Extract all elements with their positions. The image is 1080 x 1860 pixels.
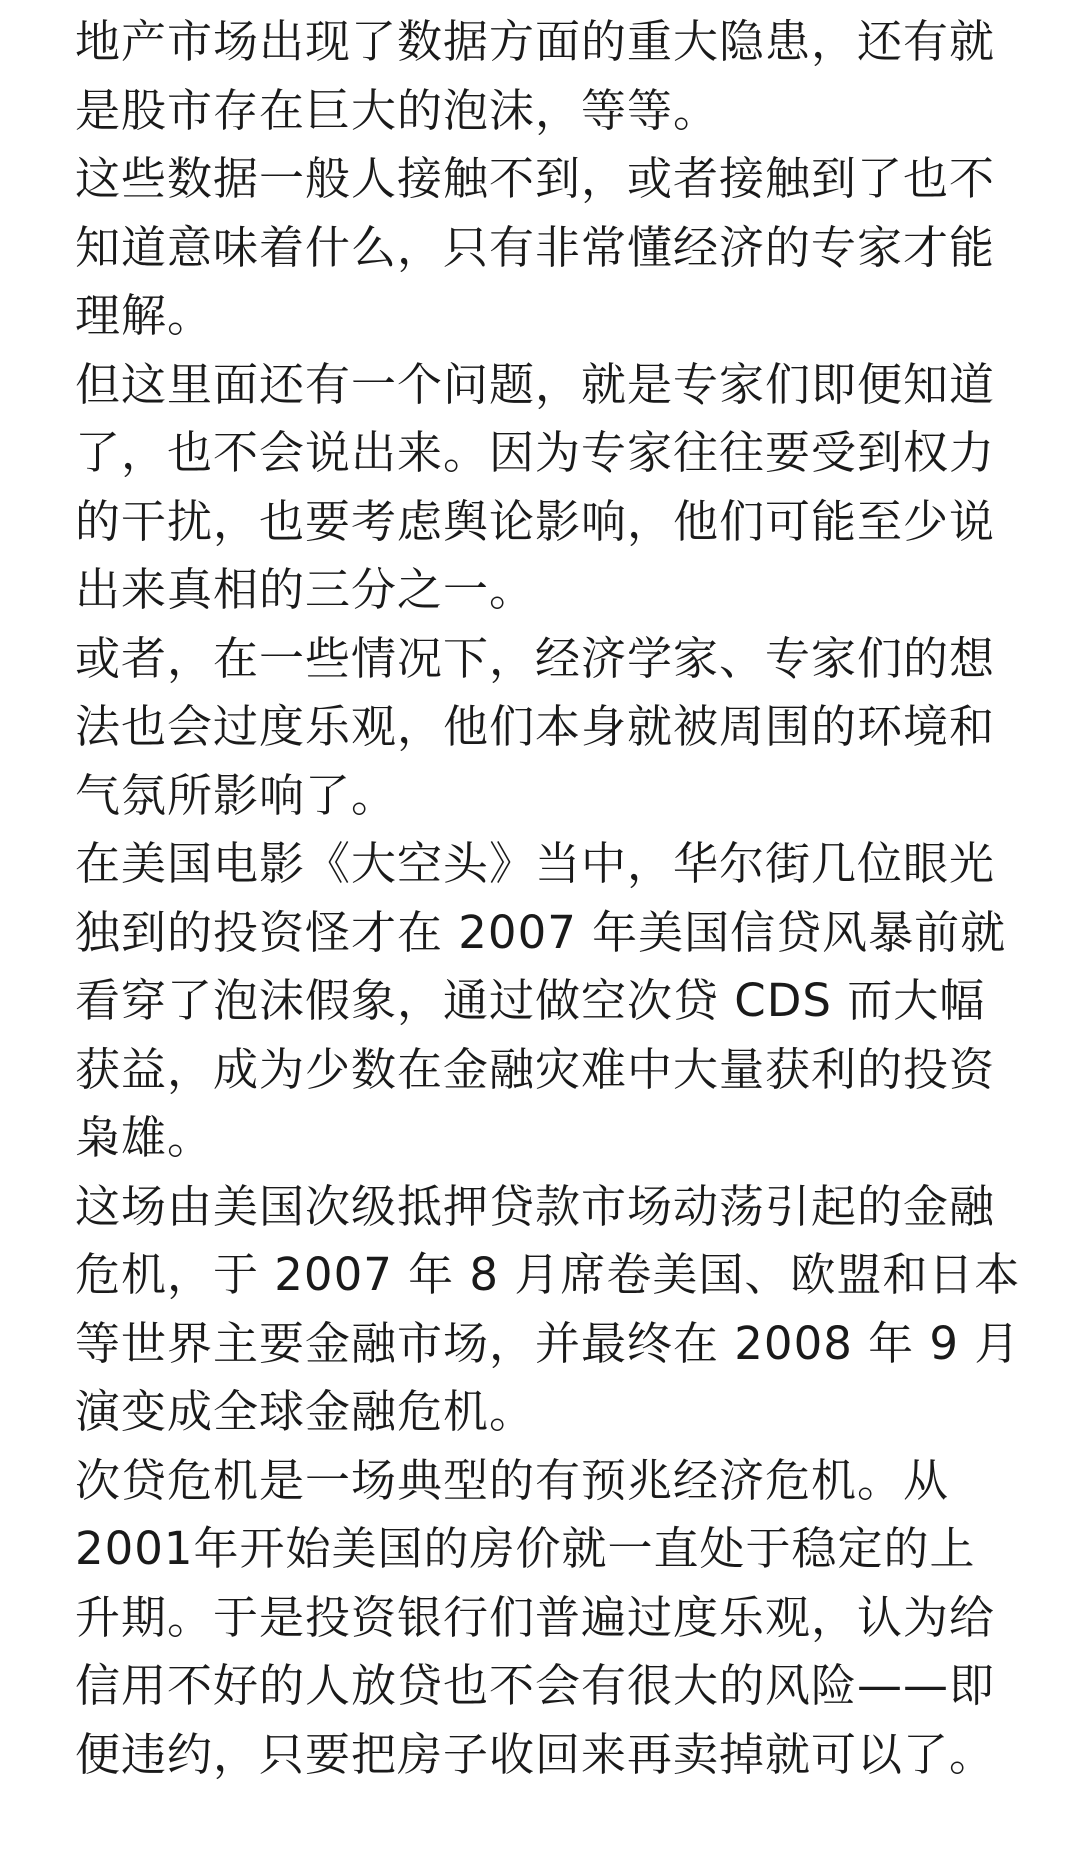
text-line: 枭雄。 xyxy=(75,1111,214,1164)
text-line: 升期。于是投资银行们普遍过度乐观，认为给 xyxy=(75,1590,996,1644)
text-line: 出来真相的三分之一。 xyxy=(75,563,536,616)
text-line: 2001年开始美国的房价就一直处于稳定的上 xyxy=(75,1522,976,1575)
text-line: 了，也不会说出来。因为专家往往要受到权力 xyxy=(75,426,996,479)
article-body xyxy=(75,8,1020,1789)
text-line: 信用不好的人放贷也不会有很大的风险——即 xyxy=(75,1659,996,1712)
text-line: 演变成全球金融危机。 xyxy=(75,1385,536,1438)
text-line: 的干扰，也要考虑舆论影响，他们可能至少说 xyxy=(75,494,996,548)
text-line: 获益，成为少数在金融灾难中大量获利的投资 xyxy=(75,1042,996,1096)
text-line: 等世界主要金融市场，并最终在 2008 年 9 月 xyxy=(75,1316,1020,1370)
text-line: 在美国电影《大空头》当中，华尔街几位眼光 xyxy=(75,837,996,890)
text-line: 知道意味着什么，只有非常懂经济的专家才能 xyxy=(75,220,996,274)
text-line: 独到的投资怪才在 2007 年美国信贷风暴前就 xyxy=(75,905,1007,959)
text-line: 理解。 xyxy=(75,289,214,342)
text-line: 或者，在一些情况下，经济学家、专家们的想 xyxy=(75,631,996,685)
text-line: 是股市存在巨大的泡沫，等等。 xyxy=(75,83,720,137)
text-line: 法也会过度乐观，他们本身就被周围的环境和 xyxy=(75,700,996,753)
text-line: 便违约，只要把房子收回来再卖掉就可以了。 xyxy=(75,1727,996,1781)
text-line: 看穿了泡沫假象，通过做空次贷 CDS 而大幅 xyxy=(75,974,986,1027)
text-line: 这些数据一般人接触不到，或者接触到了也不 xyxy=(75,152,996,205)
text-line: 这场由美国次级抵押贷款市场动荡引起的金融 xyxy=(75,1179,996,1233)
text-line: 地产市场出现了数据方面的重大隐患，还有就 xyxy=(75,15,996,68)
text-line: 但这里面还有一个问题，就是专家们即便知道 xyxy=(75,357,996,411)
text-line: 气氛所影响了。 xyxy=(75,768,398,822)
text-line: 次贷危机是一场典型的有预兆经济危机。从 xyxy=(75,1453,950,1507)
text-line: 危机，于 2007 年 8 月席卷美国、欧盟和日本 xyxy=(75,1248,1020,1301)
